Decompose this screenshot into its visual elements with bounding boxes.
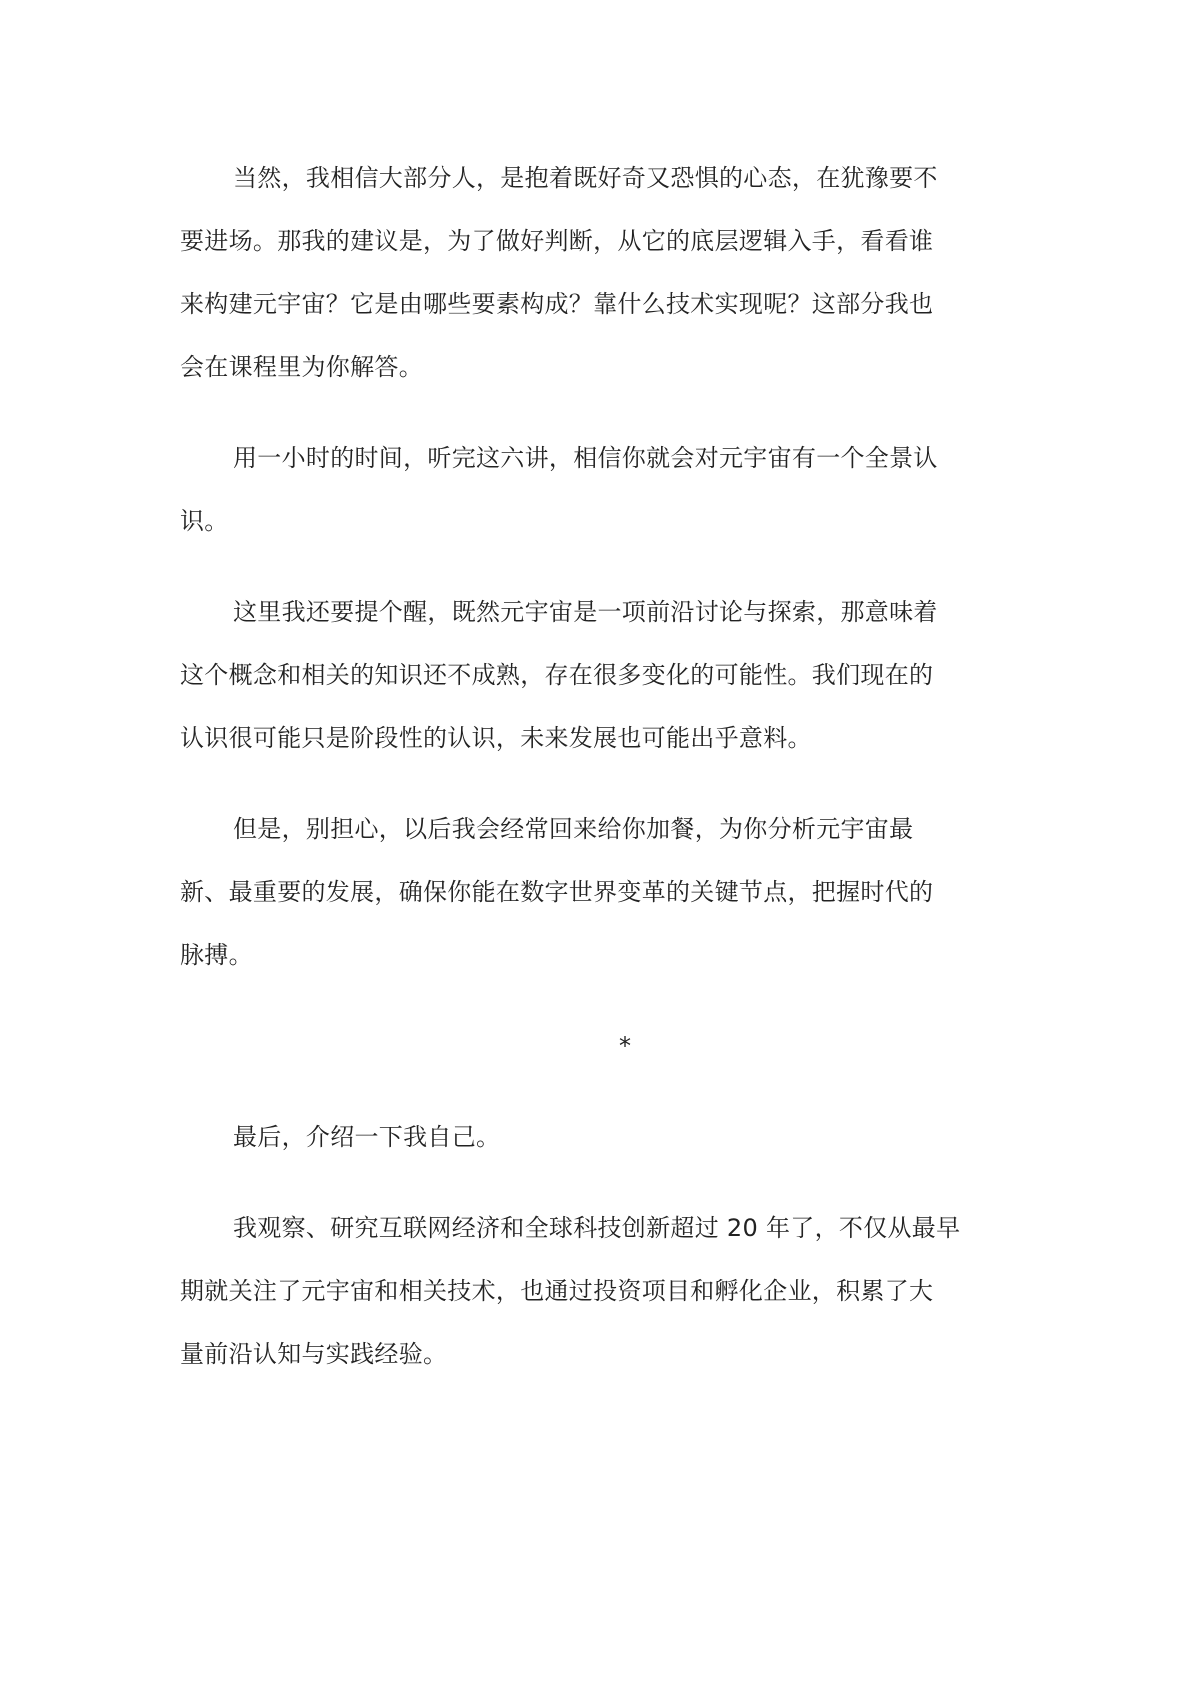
paragraph-3-line-3: 认识很可能只是阶段性的认识，未来发展也可能出乎意料。 [180, 724, 812, 752]
paragraph-4-line-3: 脉搏。 [180, 941, 253, 969]
paragraph-6-line-1: 我观察、研究互联网经济和全球科技创新超过 20 年了，不仅从最早 [233, 1214, 961, 1242]
paragraph-4-line-1: 但是，别担心，以后我会经常回来给你加餐，为你分析元宇宙最 [233, 815, 914, 843]
paragraph-3-line-1: 这里我还要提个醒，既然元宇宙是一项前沿讨论与探索，那意味着 [233, 598, 938, 626]
paragraph-1-line-4: 会在课程里为你解答。 [180, 353, 423, 381]
paragraph-1-line-3: 来构建元宇宙？它是由哪些要素构成？靠什么技术实现呢？这部分我也 [180, 290, 934, 318]
paragraph-1-line-1: 当然，我相信大部分人，是抱着既好奇又恐惧的心态，在犹豫要不 [233, 164, 938, 192]
paragraph-1-line-2: 要进场。那我的建议是，为了做好判断，从它的底层逻辑入手，看看谁 [180, 227, 934, 255]
paragraph-6-line-3: 量前沿认知与实践经验。 [180, 1340, 448, 1368]
paragraph-2-line-1: 用一小时的时间，听完这六讲，相信你就会对元宇宙有一个全景认 [233, 444, 938, 472]
paragraph-2-line-2: 识。 [180, 507, 229, 535]
section-separator: * [619, 1032, 631, 1060]
paragraph-4-line-2: 新、最重要的发展，确保你能在数字世界变革的关键节点，把握时代的 [180, 878, 934, 906]
paragraph-3-line-2: 这个概念和相关的知识还不成熟，存在很多变化的可能性。我们现在的 [180, 661, 934, 689]
paragraph-6-line-2: 期就关注了元宇宙和相关技术，也通过投资项目和孵化企业，积累了大 [180, 1277, 934, 1305]
paragraph-5-line-1: 最后，介绍一下我自己。 [233, 1123, 501, 1151]
